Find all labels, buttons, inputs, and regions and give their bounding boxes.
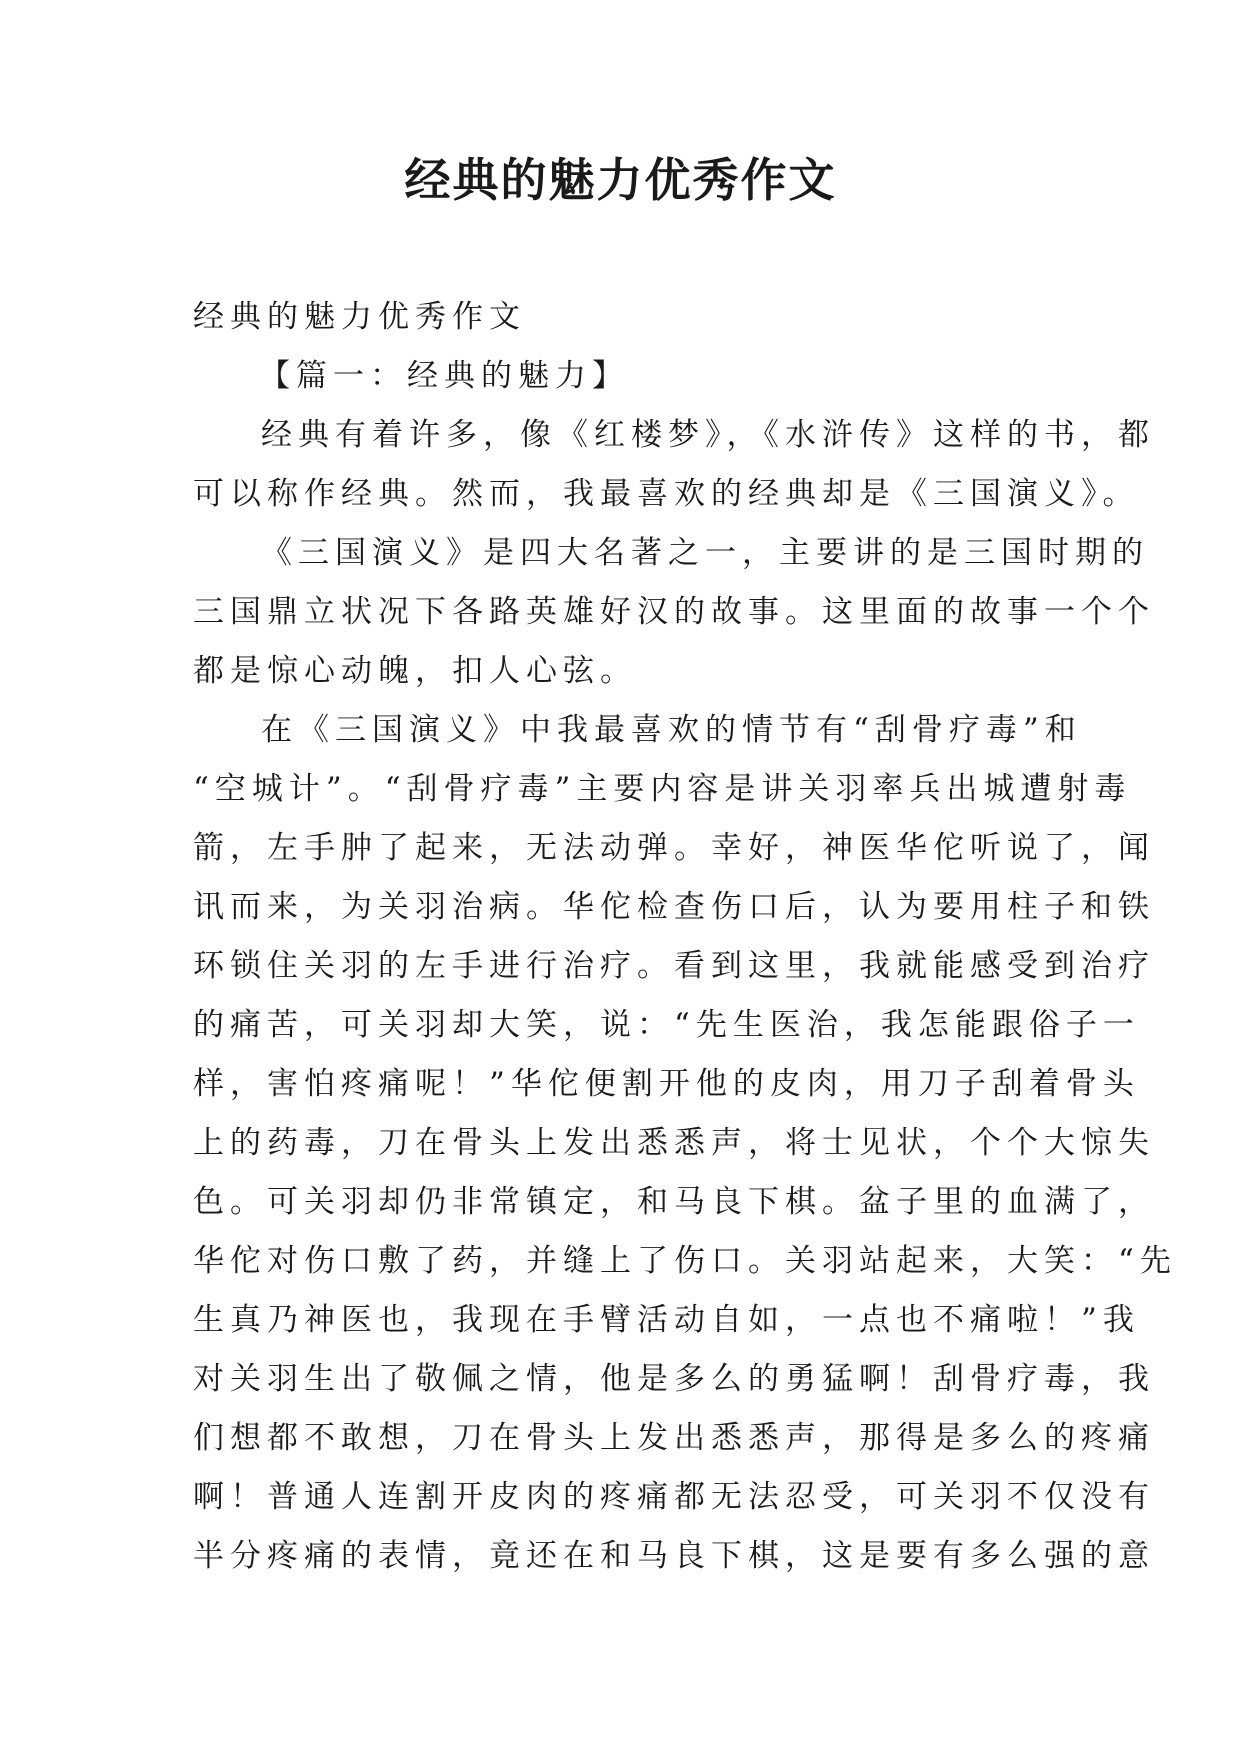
paragraph-line: 生真乃神医也，我现在手臂活动自如，一点也不痛啦！”我 xyxy=(193,1302,1140,1338)
paragraph-line: 样，害怕疼痛呢！”华佗便割开他的皮肉，用刀子刮着骨头 xyxy=(193,1066,1140,1102)
paragraph-line: 的痛苦，可关羽却大笑，说：“先生医治，我怎能跟俗子一 xyxy=(193,1007,1140,1043)
paragraph-line: “空城计”。“刮骨疗毒”主要内容是讲关羽率兵出城遭射毒 xyxy=(193,771,1132,807)
document-title: 经典的魅力优秀作文 xyxy=(404,153,837,207)
paragraph-line: 上的药毒，刀在骨头上发出悉悉声，将士见状，个个大惊失 xyxy=(193,1125,1155,1161)
subtitle-line: 经典的魅力优秀作文 xyxy=(193,299,526,335)
paragraph-line: 啊！普通人连割开皮肉的疼痛都无法忍受，可关羽不仅没有 xyxy=(193,1479,1155,1515)
paragraph-line: 们想都不敢想，刀在骨头上发出悉悉声，那得是多么的疼痛 xyxy=(193,1420,1155,1456)
paragraph-line: 在《三国演义》中我最喜欢的情节有“刮骨疗毒”和 xyxy=(261,712,1082,748)
paragraph-line: 对关羽生出了敬佩之情，他是多么的勇猛啊！刮骨疗毒，我 xyxy=(193,1361,1155,1397)
paragraph-line: 讯而来，为关羽治病。华佗检查伤口后，认为要用柱子和铁 xyxy=(193,889,1155,925)
document-body xyxy=(193,288,1177,1586)
paragraph-line: 都是惊心动魄，扣人心弦。 xyxy=(193,653,637,689)
paragraph-line: 可以称作经典。然而，我最喜欢的经典却是《三国演义》。 xyxy=(193,476,1140,512)
paragraph-line: 华佗对伤口敷了药，并缝上了伤口。关羽站起来，大笑：“先 xyxy=(193,1243,1177,1279)
paragraph-line: 环锁住关羽的左手进行治疗。看到这里，我就能感受到治疗 xyxy=(193,948,1155,984)
paragraph-line: 三国鼎立状况下各路英雄好汉的故事。这里面的故事一个个 xyxy=(193,594,1155,630)
paragraph-line: 经典有着许多，像《红楼梦》，《水浒传》这样的书，都 xyxy=(261,417,1155,453)
paragraph-line: 箭，左手肿了起来，无法动弹。幸好，神医华佗听说了，闻 xyxy=(193,830,1155,866)
paragraph-line: 半分疼痛的表情，竟还在和马良下棋，这是要有多么强的意 xyxy=(193,1538,1155,1574)
paragraph-line: 色。可关羽却仍非常镇定，和马良下棋。盆子里的血满了， xyxy=(193,1184,1155,1220)
section-heading: 【篇一：经典的魅力】 xyxy=(259,358,629,394)
paragraph-line: 《三国演义》是四大名著之一，主要讲的是三国时期的 xyxy=(261,535,1149,571)
